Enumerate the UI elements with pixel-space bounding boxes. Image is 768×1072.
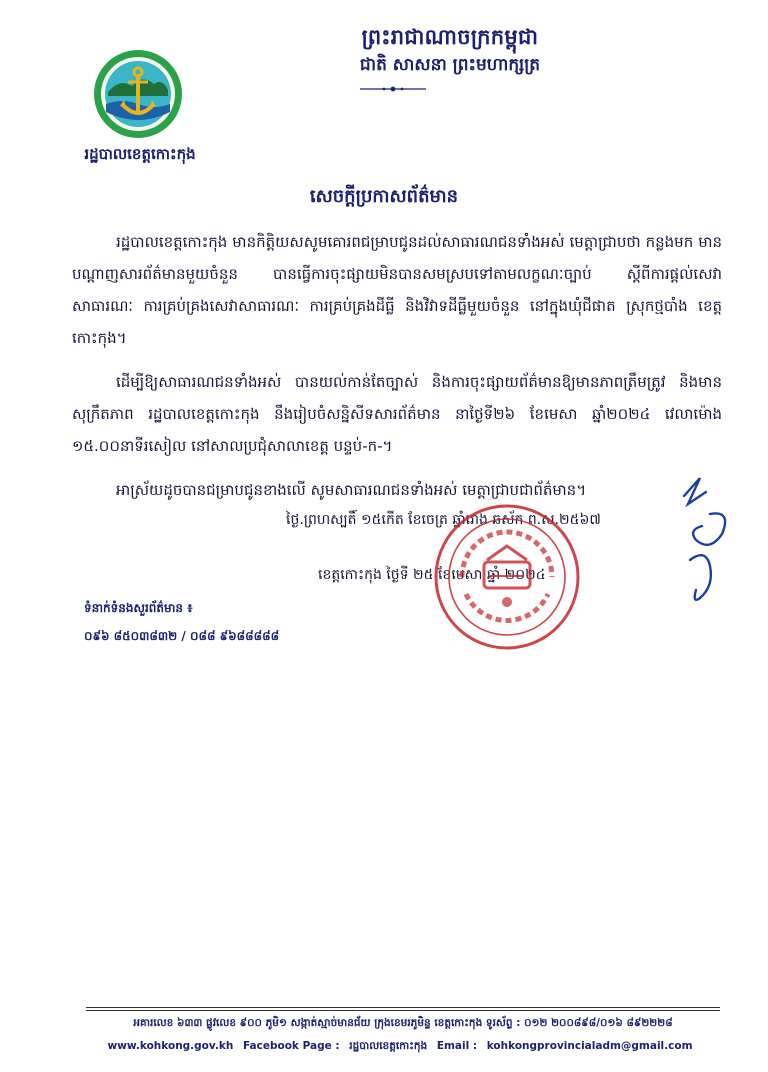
kingdom-line1: ព្រះរាជាណាចក្រកម្ពុជា <box>361 25 539 49</box>
footer-address: អគារលេខ ៦៣៣ ផ្លូវលេខ ៩០០ ភូមិ១ សង្កាត់ស្មាច់មានជ័យ ក្រុងខេមរភូមិន្ទ ខេត្តកោះកុង ទូរស័ព្ទ : ០១២ ២០០៨៩៨/០១៦ ៨៩២២២៨ <box>133 1017 673 1029</box>
solar-date-line: ខេត្តកោះកុង ថ្ងៃទី ២៥ ខែមេសា ឆ្នាំ ២០២៤ <box>318 567 546 583</box>
footer-links <box>86 1040 720 1055</box>
provincial-seal-anchor-icon <box>92 48 184 140</box>
contact-phones: ០៩៦ ៨៥០៣៨៣២ / ០៨៨ ៩៦៨៨៨៨៨ <box>84 629 280 643</box>
footer-divider <box>86 1007 720 1008</box>
document-body <box>72 226 722 518</box>
kingdom-header <box>270 22 630 78</box>
footer-website-link[interactable]: www.kohkong.gov.kh <box>107 1040 234 1052</box>
official-red-stamp <box>432 502 582 652</box>
body-paragraph-1: រដ្ឋបាលខេត្តកោះកុង មានកិត្តិយសសូមគោរពជម្រាបជូនដល់សាធារណជនទាំងអស់ មេត្តាជ្រាបថា កន្លងមក មានបណ្តាញសារព័ត៌មានមួយចំនួន បានធ្វើការចុះផ្សាយមិនបានសមស្របទៅតាមលក្ខណៈច្បាប់ ស្តីពីការផ្តល់សេវាសាធារណៈ ការគ្រប់គ្រងសេវាសាធារណៈ ការគ្រប់គ្រងដីធ្លី និងវិវាទដីធ្លីមួយចំនួន នៅក្នុងឃុំជីផាត ស្រុកថ្មបាំង ខេត្តកោះកុង។ <box>72 233 722 347</box>
organization-name: រដ្ឋបាលខេត្តកោះកុង <box>84 145 196 163</box>
footer-email-link[interactable]: kohkongprovincialadm@gmail.com <box>486 1040 693 1052</box>
ornament-divider-icon <box>358 84 428 94</box>
body-paragraph-3: អាស្រ័យដូចបានជម្រាបជូនខាងលើ សូមសាធារណជនទាំងអស់ មេត្តាជ្រាបជាព័ត៌មាន។ <box>116 481 587 499</box>
footer-email-label: Email : <box>436 1040 478 1052</box>
contact-label: ទំនាក់ទំនងសួរព័ត៌មាន ៖ <box>84 601 193 615</box>
footer-facebook-link[interactable]: រដ្ឋបាលខេត្តកោះកុង <box>349 1040 428 1052</box>
footer-facebook-label: Facebook Page : <box>243 1040 340 1052</box>
lunar-date-line: ថ្ងៃ.ព្រហស្បតិ៍ ១៥កើត ខែចេត្រ ឆ្នាំរោង ឆស័ក ព.ស.២៥៦៧ <box>286 512 601 528</box>
kingdom-line2: ជាតិ សាសនា ព្រះមហាក្សត្រ <box>359 55 541 75</box>
footer-divider <box>86 1010 720 1011</box>
document-title: សេចក្តីប្រកាសព័ត៌មាន <box>309 186 459 207</box>
handwritten-signature <box>640 470 740 610</box>
body-paragraph-2: ដើម្បីឱ្យសាធារណជនទាំងអស់ បានយល់កាន់តែច្បាស់ និងការចុះផ្សាយព័ត៌មានឱ្យមានភាពត្រឹមត្រូវ និងមានសុក្រឹតភាព រដ្ឋបាលខេត្តកោះកុង នឹងរៀបចំសន្និសីទសារព័ត៌មាន នាថ្ងៃទី២៦ ខែមេសា ឆ្នាំ២០២៤ វេលាម៉ោង ១៥.០០នាទីរសៀល នៅសាលប្រជុំសាលាខេត្ត បន្ទប់-ក-។ <box>72 373 722 455</box>
